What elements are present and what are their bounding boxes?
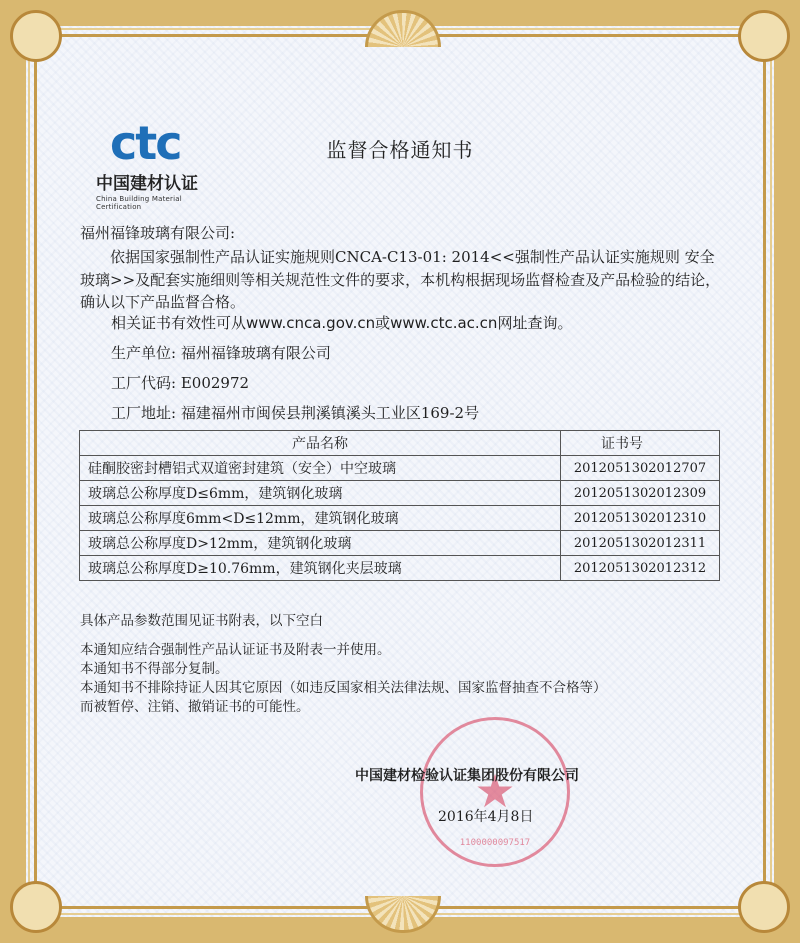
logo-name-cn: 中国建材认证: [96, 174, 198, 194]
factory-code-row: [111, 372, 249, 393]
corner-ornament-icon: [10, 10, 62, 62]
cnca-link[interactable]: www.cnca.gov.cn: [246, 314, 376, 332]
cert-number-cell: 2012051302012311: [561, 531, 720, 556]
note-item: 本通知应结合强制性产品认证证书及附表一并使用。: [80, 642, 391, 658]
link-mid: 或: [375, 314, 391, 332]
logo-name-en: China Building Material Certification: [96, 195, 182, 211]
product-name-cell: 玻璃总公称厚度D≤6mm，建筑钢化玻璃: [80, 481, 561, 506]
body-paragraph: 依据国家强制性产品认证实施规则CNCA-C13-01: 2014<<强制性产品认证实施规则 安全玻璃>>及配套实施细则等相关规范性文件的要求，本机构根据现场监督检查及产品检验的结论，确认以下产品监督合格。: [80, 248, 721, 311]
product-name-cell: 玻璃总公称厚度6mm<D≤12mm，建筑钢化玻璃: [80, 506, 561, 531]
note-item: 本通知书不得部分复制。: [80, 661, 229, 677]
cert-number-cell: 2012051302012312: [561, 556, 720, 581]
factory-code-label: 工厂代码:: [111, 374, 177, 392]
product-name-cell: 玻璃总公称厚度D≥10.76mm，建筑钢化夹层玻璃: [80, 556, 561, 581]
table-row: [80, 456, 720, 481]
maker-row: [111, 342, 331, 363]
factory-address-label: 工厂地址:: [111, 404, 177, 422]
corner-ornament-icon: [10, 881, 62, 933]
seal-number: 1100000097517: [459, 838, 531, 848]
cert-number-cell: 2012051302012310: [561, 506, 720, 531]
scope-note: 具体产品参数范围见证书附表，以下空白: [80, 613, 323, 629]
certificate-table: [79, 430, 720, 581]
column-header-product: 产品名称: [80, 431, 561, 456]
cert-number-cell: 2012051302012707: [561, 456, 720, 481]
factory-code-value: E002972: [180, 374, 250, 392]
product-name-cell: 玻璃总公称厚度D>12mm，建筑钢化玻璃: [80, 531, 561, 556]
note-item: 本通知书不排除持证人因其它原因（如违反国家相关法律法规、国家监督抽查不合格等）: [80, 680, 607, 696]
notes-list: [80, 641, 607, 717]
seal-star-icon: ★: [474, 764, 516, 818]
link-suffix: 网址查询。: [497, 314, 573, 332]
issue-date: 2016年4月8日: [438, 809, 534, 825]
table-row: [80, 531, 720, 556]
link-prefix: 相关证书有效性可从: [111, 314, 247, 332]
table-header-row: [80, 431, 720, 456]
official-seal-icon: [420, 717, 570, 867]
table-row: [80, 556, 720, 581]
factory-address-value: 福建福州市闽侯县荆溪镇溪头工业区169-2号: [180, 404, 480, 422]
verification-line: [111, 312, 572, 333]
corner-ornament-icon: [738, 881, 790, 933]
table-row: [80, 506, 720, 531]
corner-ornament-icon: [738, 10, 790, 62]
page-title: 监督合格通知书: [326, 138, 474, 162]
maker-value: 福州福锋玻璃有限公司: [180, 344, 331, 362]
cert-number-cell: 2012051302012309: [561, 481, 720, 506]
factory-address-row: [111, 402, 479, 423]
column-header-cert-no: 证书号: [561, 431, 720, 456]
maker-label: 生产单位:: [111, 344, 177, 362]
ctc-link[interactable]: www.ctc.ac.cn: [390, 314, 498, 332]
table-row: [80, 481, 720, 506]
logo-mark: ctc: [110, 116, 181, 170]
addressee: 福州福锋玻璃有限公司:: [80, 224, 236, 242]
note-item: 而被暂停、注销、撤销证书的可能性。: [80, 699, 310, 715]
issuer-name: 中国建材检验认证集团股份有限公司: [355, 768, 579, 784]
product-name-cell: 硅酮胶密封槽铝式双道密封建筑（安全）中空玻璃: [80, 456, 561, 481]
